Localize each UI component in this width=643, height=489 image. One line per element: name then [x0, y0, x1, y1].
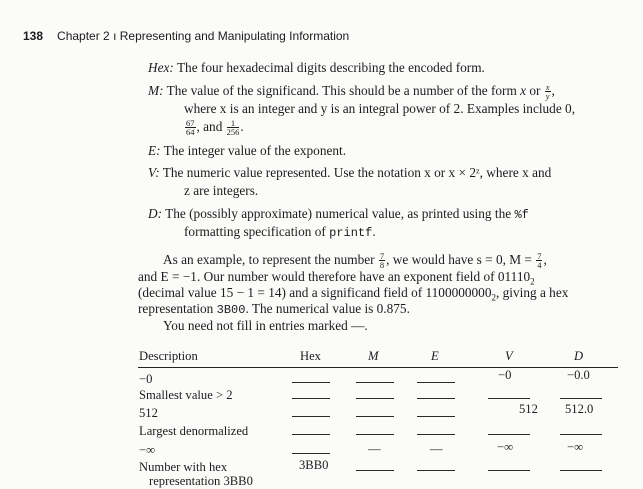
fraction-numerator: 1 — [227, 119, 240, 128]
cell-description: Number with hex — [139, 460, 228, 474]
definition-e — [148, 143, 346, 159]
definition-hex — [148, 60, 485, 76]
definition-d-text2: formatting specification of — [184, 224, 330, 239]
header-e: E — [431, 349, 439, 363]
word-and: , and — [196, 119, 226, 134]
fraction-numerator: 67 — [186, 118, 195, 129]
fraction-numerator: x — [545, 82, 550, 93]
blank-hex[interactable] — [292, 398, 330, 399]
example-line1 — [163, 252, 547, 269]
subscript-base: 2 — [491, 292, 496, 303]
subscript-base: 2 — [530, 276, 535, 287]
cell-v: −0 — [498, 368, 512, 382]
comma: , — [551, 83, 555, 98]
blank-m[interactable] — [356, 434, 394, 435]
example-line5: You need not fill in entries marked —. — [163, 318, 368, 333]
code-printf: printf — [329, 226, 373, 240]
cell-v: −∞ — [497, 440, 514, 454]
word-or: or — [526, 83, 544, 98]
definition-v-text: The numeric value represented. Use the notation x or x × 2ᶻ, where x and — [162, 165, 552, 180]
blank-hex[interactable] — [292, 382, 330, 383]
fraction-numerator: 7 — [379, 251, 385, 262]
table-header-rule — [138, 367, 618, 368]
chapter-title: Chapter 2 ı Representing and Manipulating Information — [57, 29, 350, 43]
definition-e-text: The integer value of the exponent. — [163, 143, 347, 158]
blank-d[interactable] — [560, 398, 602, 399]
cell-m-dash: — — [368, 442, 381, 456]
period: . — [372, 224, 376, 239]
cell-e-dash: — — [430, 442, 443, 456]
cell-d: −∞ — [567, 440, 584, 454]
term-e: E: — [148, 143, 161, 158]
cell-description: Smallest value > 2 — [139, 388, 233, 402]
blank-hex[interactable] — [292, 416, 330, 417]
example-line4 — [138, 301, 410, 318]
blank-m[interactable] — [356, 470, 394, 471]
blank-e[interactable] — [417, 470, 455, 471]
definition-m-line2: where x is an integer and y is an integral power of 2. Examples include 0, — [184, 101, 576, 116]
example-text: and E = −1. Our number would therefore have an exponent field of 01110 — [138, 269, 531, 284]
cell-d: −0.0 — [567, 368, 590, 382]
header-m: M — [368, 349, 379, 363]
fraction-7-4 — [536, 252, 542, 269]
term-d: D: — [148, 206, 163, 221]
blank-d[interactable] — [560, 434, 602, 435]
cell-description: −∞ — [139, 443, 156, 457]
example-text: . The numerical value is 0.875. — [245, 301, 410, 316]
fraction-denominator: 4 — [537, 260, 542, 271]
blank-d[interactable] — [560, 470, 602, 471]
blank-hex[interactable] — [292, 453, 330, 454]
fraction-denominator: 64 — [186, 127, 195, 138]
example-text: , we would have s = 0, M = — [386, 252, 536, 267]
example-text: (decimal value 15 − 1 = 14) and a significand field of 1100000000 — [138, 285, 492, 300]
fraction-1-256 — [227, 119, 240, 136]
var-x: x — [520, 83, 527, 98]
definition-d-line1 — [148, 206, 529, 223]
cell-description-cont: representation 3BB0 — [149, 474, 253, 488]
blank-m[interactable] — [356, 382, 394, 383]
comma: , — [543, 252, 547, 267]
blank-e[interactable] — [417, 382, 455, 383]
fraction-denominator: y — [545, 91, 550, 102]
term-m: M: — [148, 83, 164, 98]
fraction-7-8 — [379, 252, 385, 269]
blank-m[interactable] — [356, 416, 394, 417]
running-header — [23, 29, 349, 43]
cell-description: −0 — [139, 372, 153, 386]
example-text: representation — [138, 301, 217, 316]
fraction-numerator: 7 — [537, 251, 542, 262]
example-text: As an example, to represent the number — [163, 252, 378, 267]
fraction-67-64 — [185, 119, 196, 136]
cell-d: 512.0 — [565, 402, 594, 416]
definition-v-line2: z are integers. — [184, 183, 259, 198]
blank-v[interactable] — [488, 398, 530, 399]
header-hex: Hex — [300, 349, 321, 363]
cell-description: Largest denormalized — [139, 424, 249, 438]
example-text: , giving a hex — [495, 285, 569, 300]
term-v: V: — [148, 165, 160, 180]
period: . — [240, 119, 244, 134]
fraction-denominator: 256 — [226, 127, 240, 138]
definition-hex-text: The four hexadecimal digits describing the encoded form. — [176, 60, 485, 75]
blank-e[interactable] — [417, 416, 455, 417]
definition-m-line3 — [184, 119, 244, 136]
blank-m[interactable] — [356, 398, 394, 399]
blank-e[interactable] — [417, 434, 455, 435]
cell-v: 512 — [519, 402, 538, 416]
header-v: V — [505, 349, 513, 363]
fraction-denominator: 8 — [379, 260, 385, 271]
header-description: Description — [139, 349, 198, 363]
definition-m-line1 — [148, 83, 555, 100]
definition-d-text: The (possibly approximate) numerical value, as printed using the — [165, 206, 515, 221]
definition-m-text: The value of the significand. This should be a number of the form — [166, 83, 521, 98]
blank-hex[interactable] — [292, 434, 330, 435]
fraction-x-over-y — [545, 83, 551, 100]
blank-e[interactable] — [417, 398, 455, 399]
code-percent-f: %f — [514, 208, 529, 222]
definition-v-line1 — [148, 165, 551, 181]
cell-description: 512 — [139, 406, 158, 420]
page-number: 138 — [23, 29, 44, 43]
blank-v[interactable] — [488, 434, 530, 435]
code-3b00: 3B00 — [216, 303, 246, 317]
definition-d-line2 — [184, 224, 376, 241]
header-d: D — [574, 349, 584, 363]
blank-v[interactable] — [488, 470, 530, 471]
term-hex: Hex: — [148, 60, 174, 75]
cell-hex: 3BB0 — [299, 458, 329, 472]
